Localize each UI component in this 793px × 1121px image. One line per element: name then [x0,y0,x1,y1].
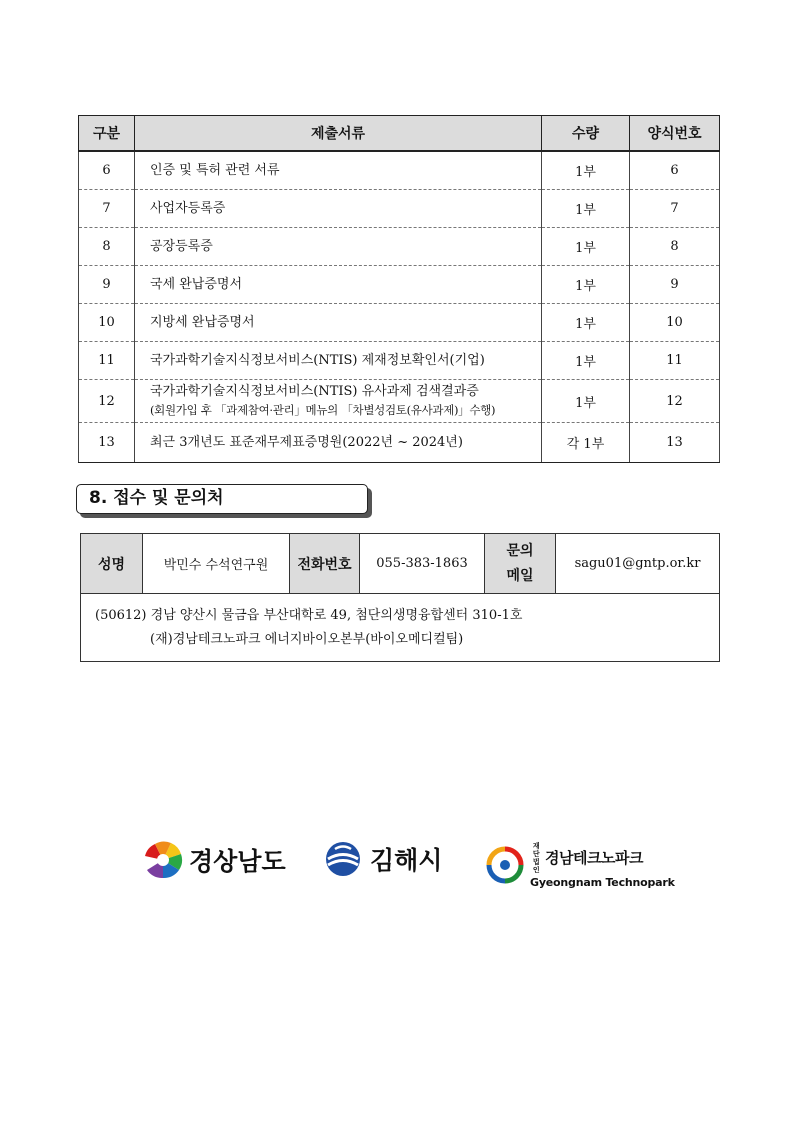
email-label [485,534,556,594]
contact-organization: (재)경남테크노파크 에너지바이오본부(바이오메디컬팀) [150,631,464,647]
email-label-line2: 메일 [506,567,534,584]
table-row [79,304,720,342]
technopark-emblem-icon [486,846,524,884]
email-label-line1: 문의 [506,542,534,559]
table-row [79,228,720,266]
row-number: 10 [79,304,135,342]
document-name: 사업자등록증 [135,190,542,228]
gyeongnam-emblem-icon [143,840,183,880]
document-name: 지방세 완납증명서 [135,304,542,342]
gyeongnam-logo-text: 경상남도 [189,847,286,876]
row-number: 13 [79,423,135,463]
document-name-cell [135,380,542,423]
document-name: 최근 3개년도 표준재무제표증명원(2022년 ~ 2024년) [135,423,542,463]
document-quantity: 1부 [542,380,630,423]
header-form-number: 양식번호 [630,116,720,152]
document-note: (회원가입 후 「과제참여·관리」메뉴의 「차별성검토(유사과제)」수행) [150,403,496,417]
form-number: 9 [630,266,720,304]
address-row [81,594,720,662]
contact-table [80,533,720,662]
contact-row [81,534,720,594]
document-quantity: 1부 [542,266,630,304]
header-category: 구분 [79,116,135,152]
document-name: 인증 및 특허 관련 서류 [135,151,542,190]
form-number: 10 [630,304,720,342]
table-row [79,266,720,304]
document-quantity: 1부 [542,304,630,342]
gimhae-emblem-icon [324,840,362,878]
table-row [79,342,720,380]
form-number: 6 [630,151,720,190]
row-number: 11 [79,342,135,380]
row-number: 8 [79,228,135,266]
table-row [79,423,720,463]
row-number: 12 [79,380,135,423]
gimhae-logo [324,840,442,878]
form-number: 7 [630,190,720,228]
gyeongnam-logo [143,840,286,880]
document-quantity: 1부 [542,228,630,266]
contact-address: (50612) 경남 양산시 물금읍 부산대학로 49, 첨단의생명융합센터 310-1호 [95,607,523,623]
contact-name: 박민수 수석연구원 [143,534,290,594]
technopark-logo-prefix: 재단법인 [532,842,540,874]
document-quantity: 각 1부 [542,423,630,463]
document-name: 공장등록증 [135,228,542,266]
gimhae-logo-text: 김해시 [370,846,443,875]
table-row [79,151,720,190]
form-number: 11 [630,342,720,380]
document-quantity: 1부 [542,190,630,228]
header-quantity: 수량 [542,116,630,152]
document-name: 국세 완납증명서 [135,266,542,304]
contact-email[interactable]: sagu01@gntp.or.kr [556,534,720,594]
contact-phone: 055-383-1863 [360,534,485,594]
document-quantity: 1부 [542,151,630,190]
technopark-logo-text: 경남테크노파크 [545,848,643,867]
documents-table [78,115,720,463]
name-label: 성명 [81,534,143,594]
table-row [79,190,720,228]
table-header-row [79,116,720,152]
row-number: 7 [79,190,135,228]
document-name: 국가과학기술지식정보서비스(NTIS) 유사과제 검색결과증 [150,384,479,399]
section-title: 8. 접수 및 문의처 [76,484,368,514]
technopark-logo [486,842,675,888]
form-number: 13 [630,423,720,463]
header-documents: 제출서류 [135,116,542,152]
document-quantity: 1부 [542,342,630,380]
form-number: 12 [630,380,720,423]
row-number: 6 [79,151,135,190]
row-number: 9 [79,266,135,304]
phone-label: 전화번호 [290,534,360,594]
address-cell [81,594,720,662]
document-name: 국가과학기술지식정보서비스(NTIS) 제재정보확인서(기업) [135,342,542,380]
technopark-logo-english: Gyeongnam Technopark [530,876,675,889]
table-row [79,380,720,423]
form-number: 8 [630,228,720,266]
